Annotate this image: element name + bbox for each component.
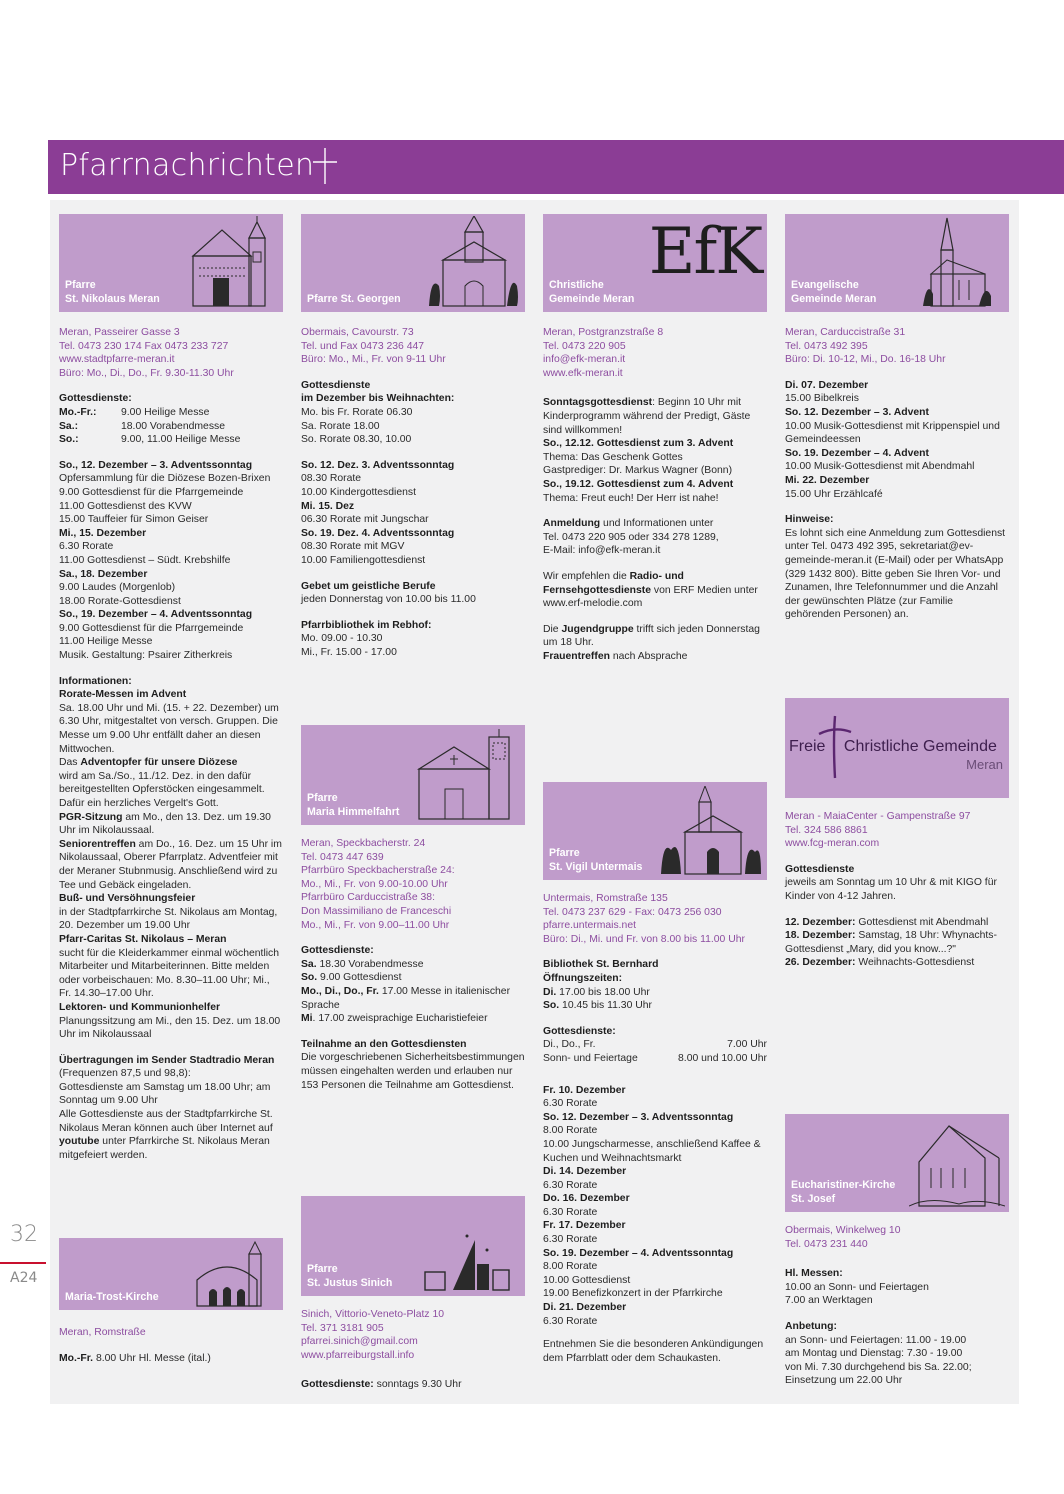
- content-area: [50, 200, 1019, 1404]
- service-entry: [301, 1012, 525, 1026]
- contact-info: Obermais, Cavourstr. 73 Tel. und Fax 0473 236 447 Büro: Mo., Mi., Fr. von 9-11 Uhr: [301, 327, 446, 366]
- service-entry-text: 18.30 Vorabendmesse: [316, 958, 424, 970]
- info-entry: [59, 892, 283, 933]
- schedule-entry-heading: Mi. 15. Dez: [301, 500, 355, 512]
- schedule-entry: [543, 1219, 767, 1246]
- josef-header: [785, 1114, 1009, 1212]
- mass-text: 8.00 Uhr Hl. Messe (ital.): [93, 1352, 211, 1364]
- schedule-entry: [543, 1192, 767, 1219]
- mass-heading: Hl. Messen:: [785, 1268, 843, 1280]
- schedule-entry-heading: So. 19. Dezember – 4. Advent: [785, 447, 929, 459]
- header-title: Eucharistiner-Kirche St. Josef: [791, 1179, 896, 1205]
- info-text: am Do., 16. Dez. um 15 Uhr im Nikolaussaal, Oberer Pfarrplatz. Adventfeier mit der Meraner Stubnmusig. Anschließend wird zu Tee und Gebäck eingeladen.: [59, 838, 282, 891]
- service-entry: [543, 437, 767, 478]
- info-text: am Mo., den 13. Dez. um 19.30 Uhr im Nikolaussaal.: [59, 811, 271, 837]
- header-title: Pfarre St. Nikolaus Meran: [65, 279, 160, 305]
- radio-heading: Radio- und Fernsehgottesdienste: [543, 570, 684, 596]
- info-heading: Pfarr-Caritas St. Nikolaus – Meran: [59, 933, 227, 945]
- schedule-entry-heading: So. 12. Dezember – 3. Adventssonntag: [543, 1111, 734, 1123]
- mariatrost-header: [59, 1238, 283, 1310]
- contact-info: Meran - MaiaCenter - Gampenstraße 97 Tel. 324 586 8861 www.fcg-meran.com: [785, 811, 971, 850]
- schedule-entry: [543, 1247, 767, 1301]
- info-heading: Informationen:: [59, 675, 132, 687]
- service-row-day: Mo.-Fr.:: [59, 406, 97, 418]
- youth-text: trifft sich jeden Donnerstag um 18 Uhr.: [543, 623, 760, 649]
- fcg-logo-name: [789, 740, 997, 754]
- service-row-time: 9.00, 11.00 Heilige Messe: [121, 434, 241, 446]
- library-section: [543, 958, 767, 1012]
- info-text: Sa. 18.00 Uhr und Mi. (15. + 22. Dezember) um 6.30 Uhr, mitgestaltet von versch. Gruppen. Die Messe um 9.00 Uhr entfällt daher an diesen Mittwochen.: [59, 702, 279, 755]
- schedule-entry: [59, 608, 283, 662]
- adoration-section: [785, 1320, 1009, 1388]
- services-text: Mo. bis Fr. Rorate 06.30 Sa. Rorate 18.00 So. Rorate 08.30, 10.00: [301, 406, 413, 446]
- service-row-time: 7.00 Uhr: [727, 1039, 767, 1051]
- church-illustration-icon: [415, 729, 519, 821]
- contact-info: Sinich, Vittorio-Veneto-Platz 10 Tel. 371 3181 905 pfarrei.sinich@gmail.com www.pfarreiburgstall.info: [301, 1309, 445, 1361]
- efk-header: [543, 214, 767, 312]
- service-entry-text: Thema: Freut euch! Der Herr ist nahe!: [543, 492, 719, 504]
- header-title: Pfarre Maria Himmelfahrt: [307, 792, 400, 818]
- attendance-section: [301, 1038, 525, 1092]
- dates-list: [785, 916, 1009, 970]
- services-heading: Gottesdienste im Dezember bis Weihnachten:: [301, 379, 455, 405]
- services-list: [59, 392, 283, 446]
- logo-word-3: Gemeinde: [923, 738, 997, 755]
- column-3: [543, 200, 767, 1364]
- justus-header: [301, 1196, 525, 1296]
- service-row-time: 9.00 Heilige Messe: [121, 406, 210, 418]
- service-entry-text: 17.00 Messe in italienischer Sprache: [301, 985, 511, 1011]
- date-entry: [785, 956, 1009, 970]
- schedule-entry-text: Opfersammlung für die Diözese Bozen-Brixen 9.00 Gottesdienst für die Pfarrgemeinde 11.00 Gottesdienst des KVW 15.00 Tauffeier für Simon Geiser: [59, 473, 271, 526]
- youth-pre: Die: [543, 623, 562, 635]
- contact-info: Meran, Postgranzstraße 8 Tel. 0473 220 905 info@efk-meran.it www.efk-meran.it: [543, 327, 664, 379]
- service-entry-heading: Mo., Di., Do., Fr.: [301, 985, 379, 997]
- date-entry-text: Gottesdienst mit Abendmahl: [855, 916, 989, 928]
- info-text: wird am Sa./So., 11./12. Dez. in den dafür bereitgestellten Opferstöcken eingesammelt. Dafür ein herzliches Vergelt's Gott.: [59, 770, 265, 809]
- evangelisch-header: [785, 214, 1009, 312]
- cross-icon: [310, 146, 340, 186]
- registration-heading: Anmeldung: [543, 518, 601, 530]
- date-entry-heading: 12. Dezember:: [785, 916, 856, 928]
- service-entry-heading: Mi: [301, 1013, 313, 1025]
- adoration-heading: Anbetung:: [785, 1320, 837, 1332]
- header-title: Pfarre St. Georgen: [307, 292, 401, 305]
- schedule-entry-heading: Di. 21. Dezember: [543, 1302, 627, 1314]
- library-heading: Pfarrbibliothek im Rebhof:: [301, 619, 432, 631]
- schedule-entry-text: 9.00 Gottesdienst für die Pfarrgemeinde 11.00 Heilige Messe Musik. Gestaltung: Psairer Zitherkreis: [59, 622, 244, 662]
- notes-heading: Hinweise:: [785, 514, 834, 526]
- schedule-entry-heading: Do. 16. Dezember: [543, 1193, 630, 1205]
- service-row-day: Sa.:: [59, 420, 79, 432]
- info-heading: Adventopfer für unsere Diözese: [80, 757, 238, 769]
- date-entry-text: Weihnachts-Gottesdienst: [855, 957, 975, 969]
- schedule-entry-heading: Di. 07. Dezember: [785, 379, 869, 391]
- radio-text: von ERF Medien unter www.erf-melodie.com: [543, 584, 758, 610]
- schedule-entry-heading: So., 19. Dezember – 4. Adventssonntag: [59, 609, 253, 621]
- adoration-text: an Sonn- und Feiertagen: 11.00 - 19.00 am Montag und Dienstag: 7.30 - 19.00 von Mi. 7.30 durchgehend bis Sa. 22.00; Einsetzung um 22.00 Uhr: [785, 1334, 972, 1387]
- library-text: Mo. 09.00 - 10.30 Mi., Fr. 15.00 - 17.00: [301, 633, 397, 658]
- info-pre: Das: [59, 757, 81, 769]
- attendance-text: Die vorgeschriebenen Sicherheitsbestimmungen müssen eingehalten werden und erlauben nur 153 Personen die Teilnahme am Gottesdienst.: [301, 1052, 525, 1091]
- schedule-entry-text: 08.30 Rorate 10.00 Kindergottesdienst: [301, 473, 416, 498]
- info-entry: [59, 756, 283, 810]
- service-row: [543, 1038, 767, 1052]
- services-heading: Gottesdienste:: [59, 393, 132, 405]
- schedule-entry: [301, 459, 525, 500]
- logo-word-1: Freie: [789, 738, 830, 755]
- service-entry-text: . 17.00 zweisprachige Eucharistiefeier: [312, 1013, 488, 1025]
- youth-section: [543, 623, 767, 664]
- fcg-logo-box: [785, 698, 1009, 798]
- info-heading: Lektoren- und Kommunionhelfer: [59, 1001, 221, 1013]
- service-entry-heading: So., 19.12. Gottesdienst zum 4. Advent: [543, 478, 734, 490]
- women-heading: Frauentreffen: [543, 650, 610, 662]
- vigil-header: [543, 782, 767, 880]
- schedule-entry-heading: Fr. 17. Dezember: [543, 1220, 626, 1232]
- sunday-service: [543, 396, 767, 505]
- radio-section: [59, 1054, 283, 1163]
- schedule-entry-text: 06.30 Rorate mit Jungschar: [301, 514, 429, 526]
- advent-schedule: [785, 379, 1009, 501]
- info-heading: PGR-Sitzung: [59, 811, 123, 823]
- header-title: Pfarre St. Justus Sinich: [307, 1263, 393, 1289]
- services-section: [785, 863, 1009, 904]
- schedule-entry-text: 8.00 Rorate 10.00 Jungscharmesse, anschließend Kaffee & Kuchen und Weihnachtsmarkt: [543, 1125, 761, 1164]
- schedule-entry: [785, 474, 1009, 501]
- church-illustration-icon: [659, 786, 763, 876]
- header-title: Christliche Gemeinde Meran: [549, 279, 635, 305]
- logo-word-2: Christliche: [843, 738, 924, 755]
- schedule-entry: [59, 568, 283, 609]
- column-2: [301, 200, 525, 1391]
- library-entry: [543, 986, 767, 1000]
- schedule-entry-heading: Mi. 22. Dezember: [785, 474, 870, 486]
- services-heading: Gottesdienste:: [543, 1025, 616, 1037]
- schedule-entry-text: 6.30 Rorate: [543, 1098, 598, 1110]
- schedule-entry-text: 6.30 Rorate: [543, 1315, 598, 1327]
- contact-info: Untermais, Romstraße 135 Tel. 0473 237 629 - Fax: 0473 256 030 pfarre.untermais.net Büro: Di., Mi. und Fr. von 8.00 bis 11.00 Uhr: [543, 893, 745, 945]
- service-row-time: 18.00 Vorabendmesse: [121, 420, 225, 432]
- service-entry-text: Thema: Das Geschenk Gottes Gastprediger: Dr. Markus Wagner (Bonn): [543, 451, 733, 477]
- prayer-text: jeden Donnerstag von 10.00 bis 11.00: [301, 594, 476, 606]
- info-text: sucht für die Kleiderkammer einmal wöchentlich Mitarbeiter und Mitarbeiterinnen. Bitte melden oder vorbeischauen: Mo. 8.30–11.00 Uhr; Mi., Fr. 14.30–17.00 Uhr.: [59, 947, 280, 1000]
- efk-logo: EfK: [648, 215, 761, 289]
- services-heading: Gottesdienste: [785, 863, 855, 875]
- attendance-heading: Teilnahme an den Gottesdiensten: [301, 1038, 467, 1050]
- date-entry: [785, 916, 1009, 930]
- contact-info: Obermais, Winkelweg 10 Tel. 0473 231 440: [785, 1225, 901, 1250]
- schedule-entry-heading: Fr. 10. Dezember: [543, 1084, 626, 1096]
- schedule-entry: [59, 527, 283, 568]
- info-entry: [59, 838, 283, 892]
- notes-section: [785, 513, 1009, 622]
- church-illustration-icon: [909, 1118, 1005, 1208]
- schedule-entry: [301, 527, 525, 568]
- service-row: [59, 420, 283, 434]
- service-row-day: So.:: [59, 434, 79, 446]
- schedule-entry-text: 9.00 Laudes (Morgenlob) 18.00 Rorate-Gottesdienst: [59, 582, 181, 607]
- schedule-entry-text: 08.30 Rorate mit MGV 10.00 Familiengottesdienst: [301, 541, 426, 566]
- church-illustration-icon: [187, 1240, 277, 1308]
- service-row: [543, 1052, 767, 1066]
- library-entry-heading: Di.: [543, 986, 557, 998]
- service-entry: [301, 971, 525, 985]
- service-entry: [543, 478, 767, 505]
- column-4: [785, 200, 1009, 1387]
- registration-section: [543, 517, 767, 558]
- radio-text-2: unter Pfarrkirche St. Nikolaus Meran mitgefeiert werden.: [59, 1136, 270, 1161]
- info-section: [59, 675, 283, 1042]
- schedule-entry: [785, 406, 1009, 447]
- info-entry: [59, 811, 283, 838]
- service-entry-text: 9.00 Gottesdienst: [317, 972, 402, 984]
- prayer-section: [301, 580, 525, 607]
- date-entry-text: Samstag, 18 Uhr: Whynachts-Gottesdienst „Mary, did you know...?": [785, 930, 997, 955]
- info-heading: Buß- und Versöhnungsfeier: [59, 893, 196, 905]
- schedule-entry-heading: Sa., 18. Dezember: [59, 568, 148, 580]
- contact-info: Meran, Carduccistraße 31 Tel. 0473 492 395 Büro: Di. 10-12, Mi., Do. 16-18 Uhr: [785, 327, 946, 366]
- sunday-text: : Beginn 10 Uhr mit Kinderprogramm während der Predigt, Gäste sind willkommen!: [543, 397, 751, 436]
- schedule-entry-heading: So. 19. Dezember – 4. Adventssonntag: [543, 1247, 734, 1259]
- schedule-entry-heading: Di. 14. Dezember: [543, 1166, 627, 1178]
- library-entry-text: 10.45 bis 11.30 Uhr: [559, 1000, 652, 1012]
- radio-heading: Übertragungen im Sender Stadtradio Meran: [59, 1054, 275, 1066]
- footer-note: Entnehmen Sie die besonderen Ankündigungen dem Pfarrblatt oder dem Schaukasten.: [543, 1339, 764, 1364]
- services-heading: Gottesdienste:: [301, 1379, 374, 1391]
- sunday-heading: Sonntagsgottesdienst: [543, 397, 653, 409]
- youtube-label: youtube: [59, 1136, 100, 1148]
- service-row-day: Sonn- und Feiertage: [543, 1052, 638, 1064]
- info-entry: [59, 1001, 283, 1042]
- library-section: [301, 619, 525, 660]
- library-entry: [543, 999, 767, 1013]
- advent-schedule: [59, 459, 283, 663]
- section-banner: [48, 140, 1064, 194]
- services-heading: Gottesdienste:: [301, 945, 374, 957]
- radio-pre: Wir empfehlen die: [543, 570, 630, 582]
- schedule-entry-text: 10.00 Musik-Gottesdienst mit Abendmahl: [785, 461, 975, 473]
- page-number: 32: [10, 1222, 38, 1247]
- schedule-entry: [543, 1084, 767, 1111]
- schedule-entry-text: 15.00 Uhr Erzählcafé: [785, 488, 883, 500]
- services-text: sonntags 9.30 Uhr: [373, 1379, 462, 1391]
- date-entry: [785, 929, 1009, 956]
- prayer-heading: Gebet um geistliche Berufe: [301, 580, 436, 592]
- services-text: jeweils am Sonntag um 10 Uhr & mit KIGO für Kinder von 4-12 Jahren.: [785, 877, 997, 902]
- schedule-entry: [301, 500, 525, 527]
- advent-schedule: [301, 459, 525, 568]
- services-december: [301, 379, 525, 447]
- contact-info: Meran, Speckbacherstr. 24 Tel. 0473 447 639 Pfarrbüro Speckbacherstraße 24: Mo., Mi., Fr. von 9.00-10.00 Uhr Pfarrbüro Carduccistraße 38: Don Massimiliano de Franceschi Mo., Mi., Fr. von 9.00–11.00 Uhr: [301, 838, 455, 931]
- service-entry-heading: So.: [301, 972, 318, 984]
- advent-schedule: [543, 1084, 767, 1329]
- schedule-entry: [59, 459, 283, 527]
- header-title: Pfarre St. Vigil Untermais: [549, 847, 643, 873]
- services-list: [543, 1025, 767, 1066]
- service-row-time: 8.00 und 10.00 Uhr: [678, 1052, 767, 1064]
- himmelfahrt-header: [301, 725, 525, 825]
- radio-section: [543, 570, 767, 611]
- schedule-entry-text: 6.30 Rorate: [543, 1234, 598, 1246]
- church-illustration-icon: [183, 216, 279, 308]
- info-text: Planungssitzung am Mi., den 15. Dez. um 18.00 Uhr im Nikolaussaal: [59, 1015, 281, 1041]
- schedule-entry-text: 15.00 Bibelkreis: [785, 393, 859, 405]
- service-row: [59, 433, 283, 447]
- header-title: Evangelische Gemeinde Meran: [791, 279, 877, 305]
- schedule-entry-text: 6.30 Rorate: [543, 1206, 598, 1218]
- schedule-entry: [785, 379, 1009, 406]
- youth-heading: Jugendgruppe: [561, 623, 634, 635]
- mass-text: 10.00 an Sonn- und Feiertagen 7.00 an Werktagen: [785, 1281, 929, 1307]
- church-illustration-icon: [417, 1226, 517, 1292]
- notes-text: Es lohnt sich eine Anmeldung zum Gottesdienst unter Tel. 0473 492 395, sekretariat@ev-gemeinde-meran.it (E-Mail) oder per WhatsApp (329 1432 800). Bitte geben Sie Ihren Vor- und Zunamen, Ihre Telefonnummer und die Anzahl der gewünschten Plätze (zur Familie gehörenden Personen) an.: [785, 527, 1006, 621]
- info-text: in der Stadtpfarrkirche St. Nikolaus am Montag, 20. Dezember um 19.00 Uhr: [59, 906, 278, 932]
- info-entry: [59, 688, 283, 756]
- schedule-entry-text: 10.00 Musik-Gottesdienst mit Krippenspiel und Gemeindeessen: [785, 420, 1000, 446]
- library-entry-text: 17.00 bis 18.00 Uhr: [556, 986, 650, 998]
- library-entry-heading: So.: [543, 1000, 560, 1012]
- column-1: [59, 200, 283, 1364]
- info-heading: Rorate-Messen im Advent: [59, 689, 187, 701]
- schedule-entry-text: 8.00 Rorate 10.00 Gottesdienst 19.00 Benefizkonzert in der Pfarrkirche: [543, 1261, 723, 1300]
- schedule-entry-heading: So., 12. Dezember – 3. Adventssonntag: [59, 459, 253, 471]
- contact-info: Meran, Passeirer Gasse 3 Tel. 0473 230 174 Fax 0473 233 727 www.stadtpfarre-meran.it Büro: Mo., Di., Do., Fr. 9.30-11.30 Uhr: [59, 327, 234, 379]
- service-entry: [301, 985, 525, 1012]
- weekday-label: Mo.-Fr.: [59, 1352, 94, 1364]
- schedule-entry: [543, 1111, 767, 1165]
- schedule-entry: [543, 1301, 767, 1328]
- library-heading: Bibliothek St. Bernhard Öffnungszeiten:: [543, 959, 659, 984]
- schedule-entry-text: 6.30 Rorate 11.00 Gottesdienst – Südt. Krebshilfe: [59, 541, 231, 566]
- schedule-entry: [785, 447, 1009, 474]
- schedule-entry-heading: So. 12. Dezember – 3. Advent: [785, 406, 929, 418]
- contact-info: Meran, Romstraße: [59, 1327, 146, 1338]
- page-title: Pfarrnachrichten: [60, 148, 315, 183]
- service-entry-heading: Sa.: [301, 958, 317, 970]
- schedule-entry-heading: Mi., 15. Dezember: [59, 527, 147, 539]
- schedule-entry-heading: So. 12. Dez. 3. Adventssonntag: [301, 459, 455, 471]
- nikolaus-header: [59, 214, 283, 312]
- service-row-day: Di., Do., Fr.: [543, 1039, 596, 1051]
- info-entry: [59, 933, 283, 1001]
- mass-section: [785, 1267, 1009, 1308]
- service-row: [59, 406, 283, 420]
- fcg-logo-sub: Meran: [966, 757, 1003, 772]
- date-entry-heading: 26. Dezember:: [785, 957, 856, 969]
- service-entry: [301, 958, 525, 972]
- page-code: A24: [10, 1270, 38, 1286]
- header-title: Maria-Trost-Kirche: [65, 1290, 159, 1303]
- georgen-header: [301, 214, 525, 312]
- page-divider: [0, 1262, 46, 1264]
- church-illustration-icon: [425, 216, 521, 308]
- service-entry-heading: So., 12.12. Gottesdienst zum 3. Advent: [543, 438, 734, 450]
- schedule-entry-heading: So. 19. Dez. 4. Adventssonntag: [301, 527, 455, 539]
- schedule-entry: [543, 1165, 767, 1192]
- services-list: [301, 944, 525, 1026]
- schedule-entry-text: 6.30 Rorate: [543, 1179, 598, 1191]
- church-illustration-icon: [923, 216, 993, 308]
- women-text: nach Absprache: [609, 650, 688, 662]
- date-entry-heading: 18. Dezember:: [785, 930, 856, 942]
- registration-text: und Informationen unter Tel. 0473 220 905 oder 334 278 1289, E-Mail: info@efk-meran.it: [543, 518, 719, 557]
- radio-text: (Frequenzen 87,5 und 98,8): Gottesdienste am Samstag um 18.00 Uhr; am Sonntag um 9.00 Uhr Alle Gottesdienste aus der Stadtpfarrkirche St. Nikolaus Meran können auch über Internet auf: [59, 1068, 273, 1134]
- info-heading: Seniorentreffen: [59, 838, 136, 850]
